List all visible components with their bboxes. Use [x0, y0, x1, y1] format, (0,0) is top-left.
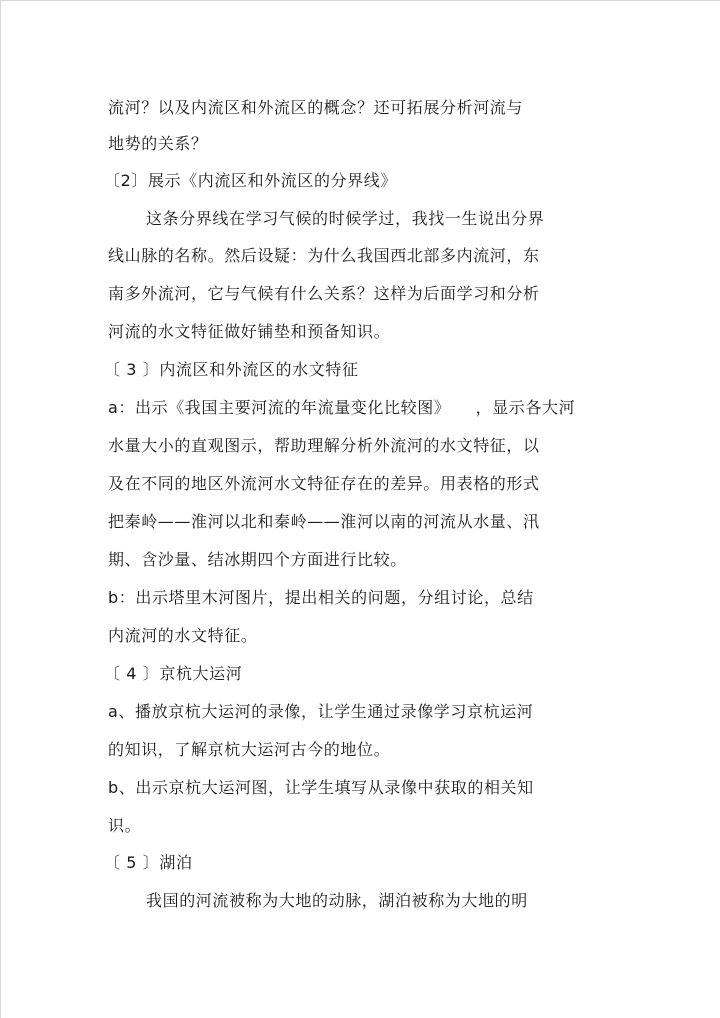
text-line-5: 线山脉的名称。然后设疑：为什么我国西北部多内流河，东 — [108, 246, 540, 265]
text-line-19: b、出示京杭大运河图，让学生填写从录像中获取的相关知 — [108, 778, 534, 797]
page-border-left — [0, 0, 1, 1018]
section-heading-3: 〔 3 〕内流区和外流区的水文特征 — [104, 360, 359, 379]
text-line-13: 期、含沙量、结冰期四个方面进行比较。 — [108, 550, 407, 569]
text-line-22: 我国的河流被称为大地的动脉，湖泊被称为大地的明 — [146, 891, 528, 910]
text-line-17: a、播放京杭大运河的录像，让学生通过录像学习京杭运河 — [108, 702, 534, 721]
page-border-top — [0, 0, 720, 1]
text-line-18: 的知识，了解京杭大运河古今的地位。 — [108, 740, 391, 759]
text-line-14: b：出示塔里木河图片，提出相关的问题，分组讨论，总结 — [108, 588, 534, 607]
text-line-15: 内流河的水文特征。 — [108, 626, 258, 645]
text-line-7: 河流的水文特征做好铺垫和预备知识。 — [108, 322, 391, 341]
text-line-9: a：出示《我国主要河流的年流量变化比较图》 ，显示各大河 — [108, 398, 576, 417]
text-line-20: 识。 — [108, 816, 142, 835]
text-line-2: 地势的关系？ — [108, 134, 208, 153]
text-line-11: 及在不同的地区外流河水文特征存在的差异。用表格的形式 — [108, 474, 540, 493]
text-line-4: 这条分界线在学习气候的时候学过，我找一生说出分界 — [146, 209, 545, 228]
section-heading-5: 〔 5 〕湖泊 — [104, 853, 193, 872]
text-line-12: 把秦岭——淮河以北和秦岭——淮河以南的河流从水量、汛 — [108, 512, 540, 531]
text-line-10: 水量大小的直观图示，帮助理解分析外流河的水文特征，以 — [108, 436, 540, 455]
section-heading-4: 〔 4 〕京杭大运河 — [104, 664, 243, 683]
text-line-6: 南多外流河，它与气候有什么关系？这样为后面学习和分析 — [108, 284, 540, 303]
section-heading-2: 〔2〕展示《内流区和外流区的分界线》 — [104, 171, 397, 190]
text-line-1: 流河？以及内流区和外流区的概念？还可拓展分析河流与 — [108, 98, 524, 117]
